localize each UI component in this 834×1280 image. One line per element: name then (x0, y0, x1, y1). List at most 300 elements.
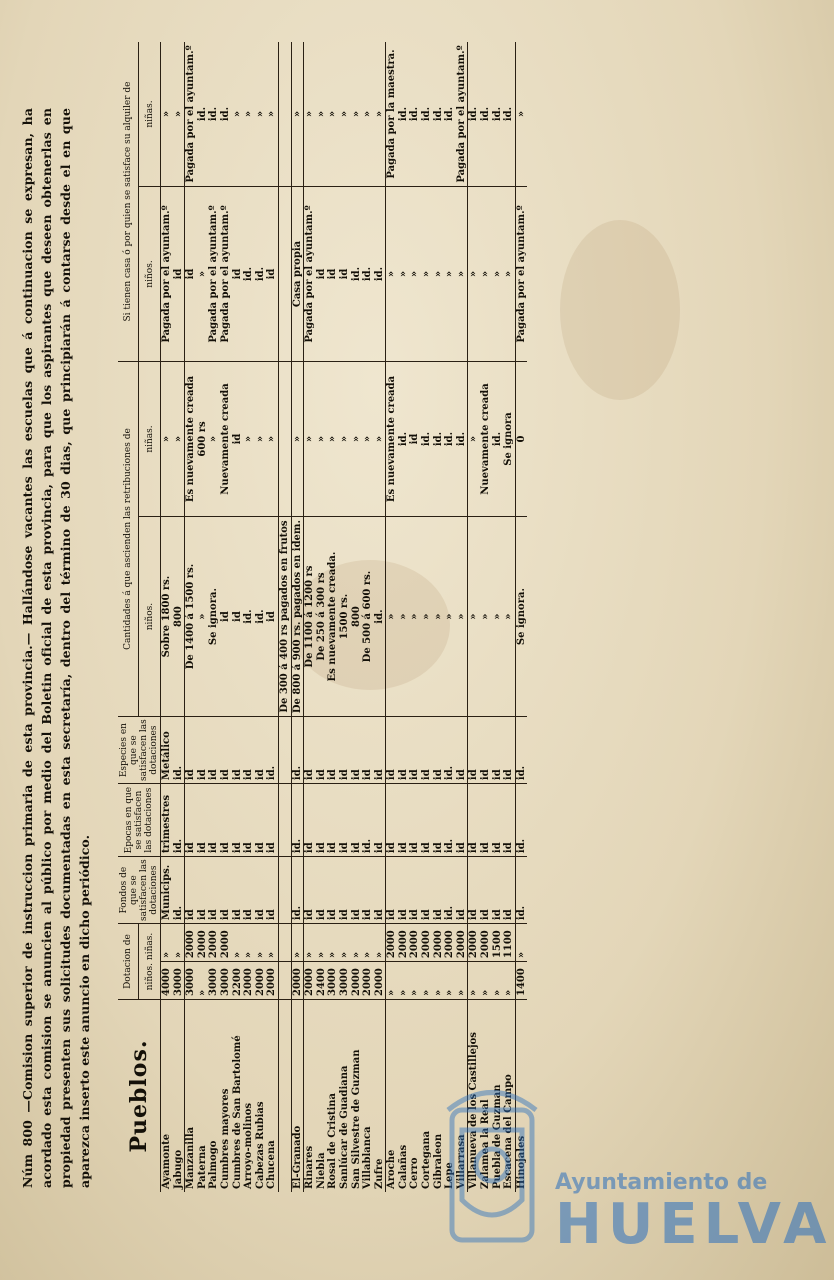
table-row (185, 42, 197, 1192)
cell-especies: id. (444, 717, 456, 784)
cell-especies: id (232, 717, 244, 784)
cell-casa-ninos: » (503, 187, 515, 362)
cell-epocas: id (266, 784, 278, 857)
cell-retrib-ninos: id (266, 517, 278, 717)
table-row (255, 42, 267, 1192)
cell-dotacion-ninas: » (374, 924, 386, 962)
cell-casa-ninos: id. (243, 187, 255, 362)
cell-epocas: id (185, 784, 197, 857)
cell-retrib-ninas: id. (444, 362, 456, 517)
cell-especies: id (480, 717, 492, 784)
table-row (278, 42, 291, 1192)
cell-fondos: id (351, 857, 363, 924)
table-row (480, 42, 492, 1192)
cell-epocas: id (316, 784, 328, 857)
cell-casa-ninos: » (444, 187, 456, 362)
cell-dotacion-ninas: 2000 (409, 924, 421, 962)
cell-casa-ninos: » (421, 187, 433, 362)
cell-retrib-ninas: id. (492, 362, 504, 517)
cell-especies: id (185, 717, 197, 784)
cell-fondos: id (362, 857, 374, 924)
cell-dotacion-ninas: 2000 (421, 924, 433, 962)
cell-epocas: id (327, 784, 339, 857)
cell-retrib-ninos: De 300 á 400 rs pagados en frutos (278, 517, 291, 717)
cell-pueblo: Niebla (315, 1152, 327, 1189)
cell-casa-ninas: » (327, 42, 339, 187)
col-especies: Especies en que se satisfacen las dotaciones (118, 717, 161, 784)
cell-retrib-ninos: id. (255, 517, 267, 717)
cell-retrib-ninas: » (266, 362, 278, 517)
cell-dotacion-ninos: » (456, 962, 468, 1000)
cell-retrib-ninas: 600 rs (197, 362, 209, 517)
cell-retrib-ninas: id (409, 362, 421, 517)
cell-casa-ninos: id (316, 187, 328, 362)
cell-epocas: id (492, 784, 504, 857)
cell-retrib-ninos: » (398, 517, 410, 717)
cell-casa-ninas: » (161, 42, 173, 187)
cell-dotacion-ninas (278, 924, 291, 962)
cell-retrib-ninos: » (503, 517, 515, 717)
cell-casa-ninas: Pagada por el ayuntam.º (185, 42, 197, 187)
table-row (409, 42, 421, 1192)
announcement-line2: ha acordado esta comision se anuncien al público por medio del Boletin oficial de esta provincia, para que los aspirantes que deseen obtenerlas (20, 107, 54, 1188)
cell-dotacion-ninos: 2000 (255, 962, 267, 1000)
cell-dotacion-ninos: 2000 (291, 962, 304, 1000)
cell-casa-ninos: Pagada por el ayuntam.º (220, 187, 232, 362)
cell-fondos: id (243, 857, 255, 924)
cell-fondos: id (316, 857, 328, 924)
cell-fondos: id (232, 857, 244, 924)
cell-dotacion-ninas: » (362, 924, 374, 962)
cell-casa-ninos: » (468, 187, 480, 362)
cell-dotacion-ninas: 1500 (492, 924, 504, 962)
cell-retrib-ninos: Se ignora. (208, 517, 220, 717)
table-row (386, 42, 398, 1192)
cell-retrib-ninas: id. (433, 362, 445, 517)
cell-retrib-ninas: » (327, 362, 339, 517)
cell-especies: id (492, 717, 504, 784)
cell-retrib-ninas: » (291, 362, 304, 517)
cell-dotacion-ninas: » (351, 924, 363, 962)
cell-dotacion-ninas: » (173, 924, 185, 962)
table-row (456, 42, 468, 1192)
table-row (161, 42, 173, 1192)
cell-dotacion-ninas: 2000 (433, 924, 445, 962)
cell-especies: id (316, 717, 328, 784)
cell-casa-ninas: » (255, 42, 267, 187)
cell-epocas: id (409, 784, 421, 857)
cell-dotacion-ninas: » (232, 924, 244, 962)
col-retrib-ninas: niñas. (139, 362, 161, 517)
cell-epocas: id (421, 784, 433, 857)
cell-retrib-ninas: Nuevamente creada (220, 362, 232, 517)
cell-casa-ninas: id. (444, 42, 456, 187)
cell-retrib-ninos: Es nuevamente creada. (327, 517, 339, 717)
cell-casa-ninas: Pagada por la maestra. (386, 42, 398, 187)
cell-especies: id (386, 717, 398, 784)
cell-dotacion-ninas: » (327, 924, 339, 962)
col-retribuciones: Cantidades á que ascienden las retribuciones de (118, 362, 139, 717)
cell-retrib-ninos: id (232, 517, 244, 717)
cell-casa-ninas: id. (468, 42, 480, 187)
cell-fondos: id (220, 857, 232, 924)
cell-fondos: id (197, 857, 209, 924)
cell-pueblo: Aroche (386, 1000, 398, 1193)
cell-dotacion-ninas: » (255, 924, 267, 962)
cell-pueblo: Ayamonte (161, 1133, 172, 1189)
cell-fondos: id (327, 857, 339, 924)
cell-pueblo: Paterna (196, 1145, 208, 1189)
cell-dotacion-ninos: 2000 (351, 962, 363, 1000)
cell-pueblo: Gibraleon (432, 1133, 444, 1189)
announcement-line1: Hallándose vacantes las escuelas que á continuacion se expresan, (20, 132, 35, 626)
cell-pueblo: Manzanilla (185, 1000, 197, 1193)
cell-epocas: id. (362, 784, 374, 857)
cell-retrib-ninos: » (492, 517, 504, 717)
cell-pueblo: Cabezas Rubias (254, 1101, 266, 1189)
cell-casa-ninos: Pagada por el ayuntam.º (515, 187, 527, 362)
cell-especies: id (339, 717, 351, 784)
cell-especies: id (398, 717, 410, 784)
cell-fondos: id (374, 857, 386, 924)
cell-fondos: id (492, 857, 504, 924)
table-header-row (118, 42, 139, 1192)
table-row (433, 42, 445, 1192)
cell-casa-ninos: » (492, 187, 504, 362)
cell-especies: id (197, 717, 209, 784)
cell-epocas: id (255, 784, 267, 857)
cell-especies: id (304, 717, 316, 784)
col-dotacion-sub: niños. niñas. (139, 924, 161, 1000)
cell-epocas: id (374, 784, 386, 857)
cell-dotacion-ninos: » (492, 962, 504, 1000)
cell-casa-ninos: id. (255, 187, 267, 362)
cell-retrib-ninos: 1500 rs. (339, 517, 351, 717)
cell-epocas: id (468, 784, 480, 857)
cell-retrib-ninos: De 1400 á 1500 rs. (185, 517, 197, 717)
cell-dotacion-ninas: 2000 (208, 924, 220, 962)
cell-retrib-ninos: De 500 á 600 rs. (362, 517, 374, 717)
cell-retrib-ninas: 0 (515, 362, 527, 517)
cell-fondos: id (208, 857, 220, 924)
announcement-number: Núm 800 (20, 1120, 35, 1188)
cell-fondos: id (185, 857, 197, 924)
table-row (173, 42, 185, 1192)
cell-dotacion-ninas: 2000 (456, 924, 468, 962)
cell-retrib-ninas: » (468, 362, 480, 517)
cell-dotacion-ninos: 3000 (327, 962, 339, 1000)
cell-fondos: id (266, 857, 278, 924)
cell-fondos: id (255, 857, 267, 924)
cell-retrib-ninas: » (304, 362, 316, 517)
cell-casa-ninos: » (456, 187, 468, 362)
cell-retrib-ninas: Nuevamente creada (480, 362, 492, 517)
table-row (374, 42, 386, 1192)
cell-casa-ninas: » (515, 42, 527, 187)
cell-especies: id (503, 717, 515, 784)
cell-epocas: id (304, 784, 316, 857)
cell-casa-ninos: id. (374, 187, 386, 362)
cell-especies: id (409, 717, 421, 784)
table-row (291, 42, 304, 1192)
cell-epocas: id. (444, 784, 456, 857)
cell-especies: id. (515, 717, 527, 784)
announcement-header (18, 108, 94, 1188)
cell-casa-ninas: id. (433, 42, 445, 187)
table-row (197, 42, 209, 1192)
cell-dotacion-ninos: 2000 (266, 962, 278, 1000)
cell-casa-ninas: id. (208, 42, 220, 187)
cell-casa-ninos: Pagada por el ayuntam.º (208, 187, 220, 362)
cell-casa-ninos: id (266, 187, 278, 362)
cell-pueblo: Cumbres de San Bartolomé (231, 1035, 243, 1189)
cell-casa-ninas: id. (503, 42, 515, 187)
cell-epocas: id (386, 784, 398, 857)
cell-dotacion-ninas: 2000 (398, 924, 410, 962)
col-retrib-ninos: niños. (139, 517, 161, 717)
cell-pueblo: Jabugo (172, 1149, 184, 1189)
cell-dotacion-ninos (278, 962, 291, 1000)
cell-dotacion-ninas: » (266, 924, 278, 962)
cell-pueblo: Lepe (444, 1162, 456, 1189)
cell-casa-ninas (278, 42, 291, 187)
col-casa: Si tienen casa ó por quien se satisface su alquiler de (118, 42, 139, 362)
cell-fondos: id (468, 857, 480, 924)
cell-dotacion-ninos: » (398, 962, 410, 1000)
cell-dotacion-ninas: 2000 (444, 924, 456, 962)
cell-casa-ninas: » (362, 42, 374, 187)
cell-especies: id. (173, 717, 185, 784)
cell-retrib-ninos: » (197, 517, 209, 717)
cell-retrib-ninos: » (386, 517, 398, 717)
table-row (304, 42, 316, 1192)
cell-dotacion-ninas: » (291, 924, 304, 962)
cell-retrib-ninos: » (468, 517, 480, 717)
cell-casa-ninos: id (173, 187, 185, 362)
cell-casa-ninas: » (316, 42, 328, 187)
cell-dotacion-ninos: 2400 (316, 962, 328, 1000)
cell-epocas: id (208, 784, 220, 857)
cell-casa-ninas: id. (220, 42, 232, 187)
cell-fondos: id (480, 857, 492, 924)
cell-pueblo: Sanlúcar de Guadiana (338, 1065, 350, 1189)
cell-epocas (278, 784, 291, 857)
cell-pueblo: Villarrasa (455, 1134, 467, 1189)
table-body (161, 42, 528, 1192)
cell-fondos: id. (291, 857, 304, 924)
cell-epocas: trimestres (161, 784, 173, 857)
cell-fondos: id (503, 857, 515, 924)
cell-fondos: Municips. (161, 857, 173, 924)
cell-retrib-ninos: id. (374, 517, 386, 717)
cell-casa-ninos: » (409, 187, 421, 362)
cell-retrib-ninos: Se ignora. (515, 517, 527, 717)
cell-casa-ninas: » (304, 42, 316, 187)
cell-dotacion-ninas: » (339, 924, 351, 962)
cell-dotacion-ninas: » (161, 924, 173, 962)
cell-dotacion-ninos: 1400 (515, 962, 527, 1000)
cell-fondos: id. (515, 857, 527, 924)
cell-fondos (278, 857, 291, 924)
cell-especies: id (327, 717, 339, 784)
cell-epocas: id (197, 784, 209, 857)
col-epocas: Epocas en que se satisfacen las dotaciones (118, 784, 161, 857)
cell-casa-ninos: Pagada por el ayuntam.º (161, 187, 173, 362)
table-row (421, 42, 433, 1192)
cell-pueblo: Villanueva de los Castillejos (468, 1000, 480, 1193)
cell-dotacion-ninas: 2000 (197, 924, 209, 962)
cell-epocas: id (433, 784, 445, 857)
cell-dotacion-ninos: » (480, 962, 492, 1000)
cell-especies: id. (266, 717, 278, 784)
cell-especies: id (468, 717, 480, 784)
cell-dotacion-ninos: 2000 (304, 962, 316, 1000)
table-row (316, 42, 328, 1192)
cell-fondos: id. (444, 857, 456, 924)
cell-dotacion-ninas: » (243, 924, 255, 962)
cell-dotacion-ninos: 3000 (339, 962, 351, 1000)
cell-dotacion-ninas: » (515, 924, 527, 962)
cell-dotacion-ninas: 2000 (468, 924, 480, 962)
cell-retrib-ninos: Sobre 1800 rs. (161, 517, 173, 717)
cell-retrib-ninos: » (480, 517, 492, 717)
cell-retrib-ninos: » (409, 517, 421, 717)
cell-retrib-ninas: » (339, 362, 351, 517)
cell-pueblo: Zalamea la Real (480, 1099, 492, 1189)
cell-dotacion-ninos: 3000 (185, 962, 197, 1000)
cell-dotacion-ninas: » (316, 924, 328, 962)
table-row (362, 42, 374, 1192)
cell-pueblo: Cerro (409, 1157, 421, 1189)
table-row (232, 42, 244, 1192)
cell-retrib-ninas: id (232, 362, 244, 517)
cell-pueblo: Rinares (304, 1000, 316, 1193)
cell-retrib-ninas: id. (398, 362, 410, 517)
cell-casa-ninas: » (266, 42, 278, 187)
table-row (243, 42, 255, 1192)
cell-retrib-ninos: » (444, 517, 456, 717)
cell-retrib-ninos: De 250 á 300 rs (316, 517, 328, 717)
cell-casa-ninos: » (433, 187, 445, 362)
cell-especies: id (433, 717, 445, 784)
cell-pueblo: Zufre (373, 1158, 385, 1189)
cell-retrib-ninas: » (161, 362, 173, 517)
cell-retrib-ninas: Es nuevamente creada (185, 362, 197, 517)
cell-epocas: id (398, 784, 410, 857)
cell-dotacion-ninos: » (503, 962, 515, 1000)
cell-especies: id (255, 717, 267, 784)
cell-pueblo: Villablanca (362, 1126, 374, 1189)
cell-casa-ninas: » (173, 42, 185, 187)
announcement-lead: —Comision superior de instruccion primaria de esta provincia.— (20, 632, 35, 1113)
cell-pueblo: Escacena del Campo (503, 1074, 515, 1189)
col-pueblos: Pueblos. (118, 1000, 161, 1193)
cell-especies: Metálico (161, 717, 173, 784)
cell-pueblo: San Silvestre de Guzman (350, 1049, 362, 1189)
cell-epocas: id (243, 784, 255, 857)
cell-retrib-ninas: » (351, 362, 363, 517)
cell-epocas: id (232, 784, 244, 857)
cell-especies: id (243, 717, 255, 784)
cell-pueblo: Chucena (266, 1140, 278, 1189)
table-row (266, 42, 278, 1192)
cell-especies: id (351, 717, 363, 784)
cell-epocas: id (339, 784, 351, 857)
cell-casa-ninos: id (185, 187, 197, 362)
cell-dotacion-ninos: » (386, 962, 398, 1000)
cell-epocas: id (220, 784, 232, 857)
col-casa-ninas: niñas. (139, 42, 161, 187)
table-row (515, 42, 527, 1192)
cell-retrib-ninos: » (433, 517, 445, 717)
table-row (220, 42, 232, 1192)
cell-retrib-ninas: id. (421, 362, 433, 517)
cell-casa-ninas: » (374, 42, 386, 187)
cell-pueblo: Puebla de Guzman (491, 1084, 503, 1189)
cell-retrib-ninas: » (316, 362, 328, 517)
cell-casa-ninos (278, 187, 291, 362)
cell-especies: id (421, 717, 433, 784)
cell-casa-ninas: id. (492, 42, 504, 187)
cell-especies: id (456, 717, 468, 784)
cell-dotacion-ninas: » (304, 924, 316, 962)
cell-dotacion-ninos: 4000 (161, 962, 173, 1000)
cell-pueblo: El-Granado (291, 1000, 304, 1193)
cell-dotacion-ninos: 2200 (232, 962, 244, 1000)
cell-dotacion-ninas: 2000 (386, 924, 398, 962)
cell-fondos: id (433, 857, 445, 924)
cell-casa-ninas: » (291, 42, 304, 187)
cell-retrib-ninas: » (173, 362, 185, 517)
cell-casa-ninos: Pagada por el ayuntam.º (304, 187, 316, 362)
cell-retrib-ninas: » (243, 362, 255, 517)
cell-retrib-ninos: De 800 á 900 rs. pagados en idem. (291, 517, 304, 717)
cell-pueblo: Arroyo-molinos (243, 1102, 255, 1189)
cell-fondos: id (456, 857, 468, 924)
cell-dotacion-ninos: » (433, 962, 445, 1000)
cell-casa-ninas: » (339, 42, 351, 187)
cell-dotacion-ninos: 3000 (208, 962, 220, 1000)
table-row (492, 42, 504, 1192)
cell-epocas: id (456, 784, 468, 857)
announcement-line3: en propiedad presenten sus solicitudes documentadas en esta secretaría, dentro del término de 30 dias, que principiarán á contarse desde el (39, 107, 73, 1188)
cell-retrib-ninas: » (374, 362, 386, 517)
cell-casa-ninos: » (197, 187, 209, 362)
cell-casa-ninos: id. (362, 187, 374, 362)
col-dotacion: Dotacion de (118, 924, 139, 1000)
cell-retrib-ninos: id (220, 517, 232, 717)
cell-especies: id (220, 717, 232, 784)
cell-pueblo: Calañas (397, 1144, 409, 1189)
cell-retrib-ninos: De 1100 á 1200 rs (304, 517, 316, 717)
cell-pueblo: Rosal de Cristina (327, 1092, 339, 1189)
cell-casa-ninos: id. (351, 187, 363, 362)
cell-especies (278, 717, 291, 784)
table-row (398, 42, 410, 1192)
cell-casa-ninos: id (339, 187, 351, 362)
table-row (339, 42, 351, 1192)
cell-retrib-ninas: » (362, 362, 374, 517)
cell-dotacion-ninas: 2000 (185, 924, 197, 962)
cell-epocas: id (351, 784, 363, 857)
cell-pueblo: Palmogo (208, 1140, 220, 1189)
cell-epocas: id. (173, 784, 185, 857)
cell-casa-ninas: id. (480, 42, 492, 187)
cell-pueblo: Cumbres mayores (219, 1088, 231, 1189)
cell-dotacion-ninos: 3000 (220, 962, 232, 1000)
cell-casa-ninas: » (351, 42, 363, 187)
cell-pueblo: Hinojales (515, 1000, 527, 1193)
